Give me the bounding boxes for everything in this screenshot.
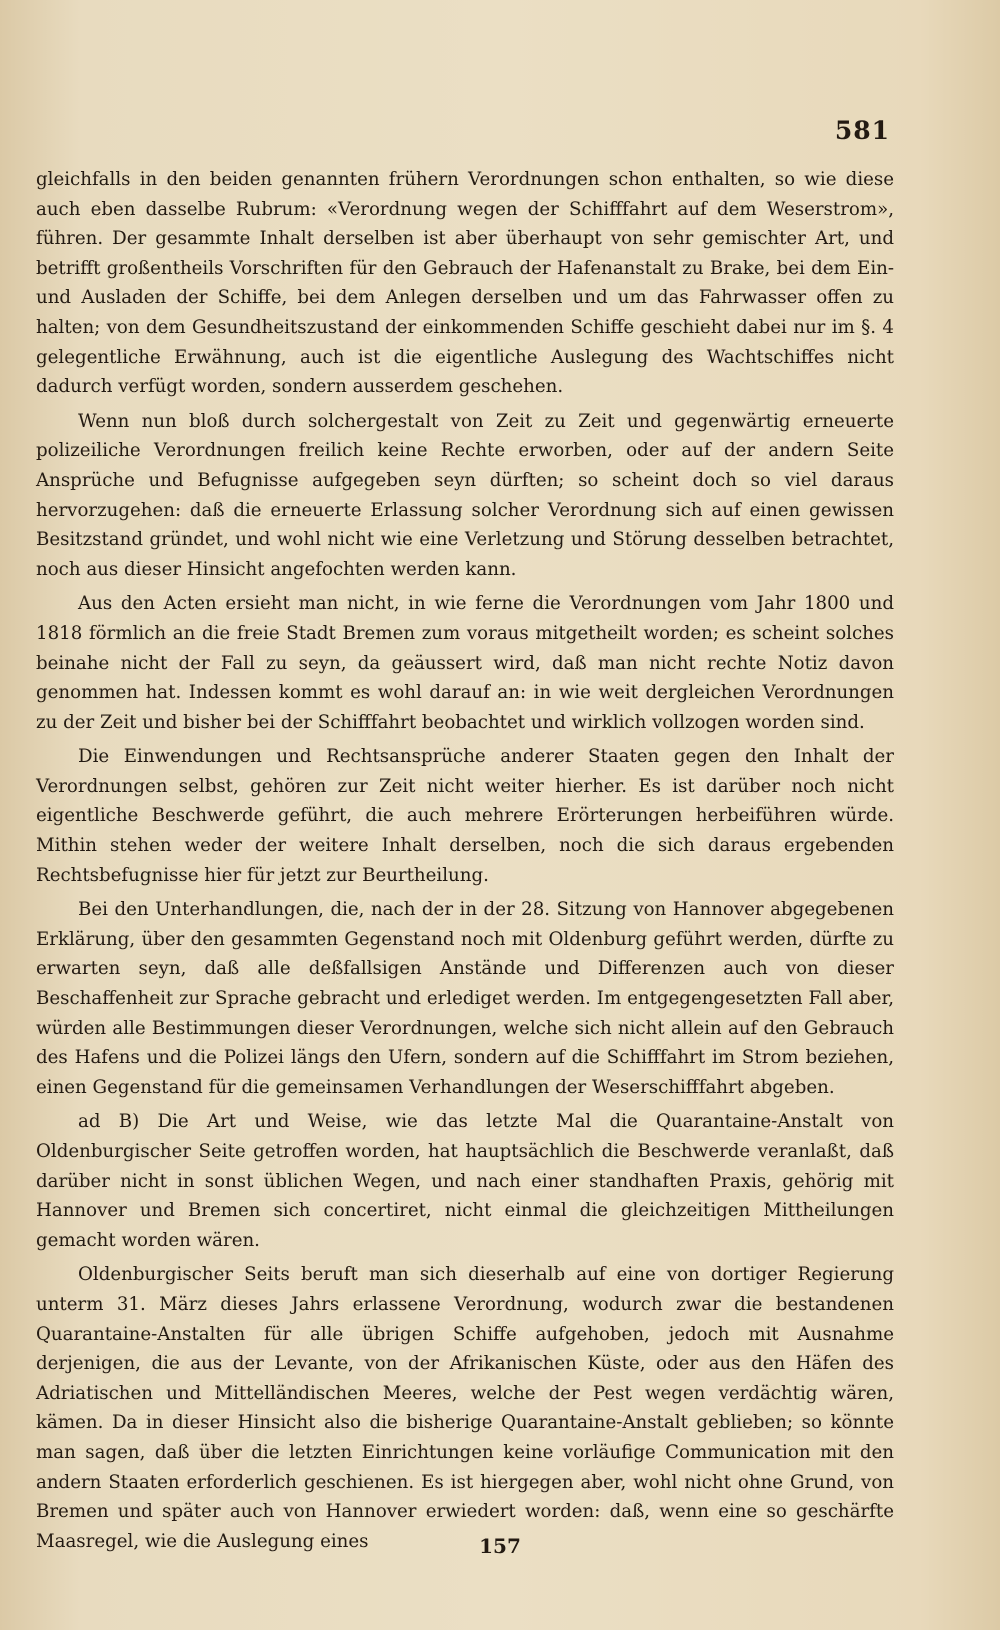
paragraph-7: Oldenburgischer Seits beruft man sich dieserhalb auf eine von dortiger Regierung unterm 31. März dieses Jahrs erlassene Verordnung, wodurch zwar die bestandenen Quarantaine-Anstalten für alle übrigen Schiffe aufgehoben, jedoch mit Ausnahme derjenigen, die aus der Levante, von der Afrikanischen Küste, oder aus den Häfen des Adriatischen und Mittelländischen Meeres, welche der Pest wegen verdächtig wären, kämen. Da in dieser Hinsicht also die bisherige Quarantaine-Anstalt geblieben; so könnte man sagen, daß über die letzten Einrichtungen keine vorläufige Communication mit den andern Staaten erforderlich geschienen. Es ist hiergegen aber, wohl nicht ohne Grund, von Bremen und später auch von Hannover erwiedert worden: daß, wenn eine so geschärfte Maasregel, wie die Auslegung eines <box>36 1264 894 1552</box>
paragraph-2: Wenn nun bloß durch solchergestalt von Zeit zu Zeit und gegenwärtig erneuerte polizeiliche Verordnungen freilich keine Rechte erworben, oder auf der andern Seite Ansprüche und Befugnisse aufgegeben seyn dürften; so scheint doch so viel daraus hervorzugehen: daß die erneuerte Erlassung solcher Verordnung sich auf einen gewissen Besitzstand gründet, und wohl nicht wie eine Verletzung und Störung desselben betrachtet, noch aus dieser Hinsicht angefochten werden kann. <box>36 410 894 580</box>
paragraph-4: Die Einwendungen und Rechtsansprüche anderer Staaten gegen den Inhalt der Verordnungen selbst, gehören zur Zeit nicht weiter hierher. Es ist darüber noch nicht eigentliche Beschwerde geführt, die auch mehrere Erörterungen herbeiführen würde. Mithin stehen weder der weitere Inhalt derselben, noch die sich daraus ergebenden Rechtsbefugnisse hier für jetzt zur Beurtheilung. <box>36 746 894 886</box>
body-text <box>36 165 894 1561</box>
paragraph-3: Aus den Acten ersieht man nicht, in wie ferne die Verordnungen vom Jahr 1800 und 1818 förmlich an die freie Stadt Bremen zum voraus mitgetheilt worden; es scheint solches beinahe nicht der Fall zu seyn, da geäussert wird, daß man nicht rechte Notiz davon genommen hat. Indessen kommt es wohl darauf an: in wie weit dergleichen Verordnungen zu der Zeit und bisher bei der Schifffahrt beobachtet und wirklich vollzogen worden sind. <box>36 593 894 733</box>
page-number: 581 <box>834 116 890 145</box>
paragraph-6: ad B) Die Art und Weise, wie das letzte Mal die Quarantaine-Anstalt von Oldenburgischer Seite getroffen worden, hat hauptsächlich die Beschwerde veranlaßt, daß darüber nicht in sonst üblichen Wegen, und nach einer standhaften Praxis, gehörig mit Hannover und Bremen sich concertiret, nicht einmal die gleichzeitigen Mittheilungen gemacht worden wären. <box>36 1111 894 1251</box>
paragraph-1: gleichfalls in den beiden genannten frühern Verordnungen schon enthalten, so wie diese auch eben dasselbe Rubrum: «Verordnung wegen der Schifffahrt auf dem Weserstrom», führen. Der gesammte Inhalt derselben ist aber überhaupt von sehr gemischter Art, und betrifft großentheils Vorschriften für den Gebrauch der Hafenanstalt zu Brake, bei dem Ein- und Ausladen der Schiffe, bei dem Anlegen derselben und um das Fahrwasser offen zu halten; von dem Gesundheitszustand der einkommenden Schiffe geschieht dabei nur im §. 4 gelegentliche Erwähnung, auch ist die eigentliche Auslegung des Wachtschiffes nicht dadurch verfügt worden, sondern ausserdem geschehen. <box>36 169 894 398</box>
paragraph-5: Bei den Unterhandlungen, die, nach der in der 28. Sitzung von Hannover abgegebenen Erklärung, über den gesammten Gegenstand noch mit Oldenburg geführt werden, dürfte zu erwarten seyn, daß alle deßfallsigen Anstände und Differenzen auch von dieser Beschaffenheit zur Sprache gebracht und erlediget werden. Im entgegengesetzten Fall aber, würden alle Bestimmungen dieser Verordnungen, welche sich nicht allein auf den Gebrauch des Hafens und die Polizei längs den Ufern, sondern auf die Schifffahrt im Strom beziehen, einen Gegenstand für die gemeinsamen Verhandlungen der Weserschifffahrt abgeben. <box>36 899 894 1098</box>
signature-mark: 157 <box>479 1534 521 1558</box>
